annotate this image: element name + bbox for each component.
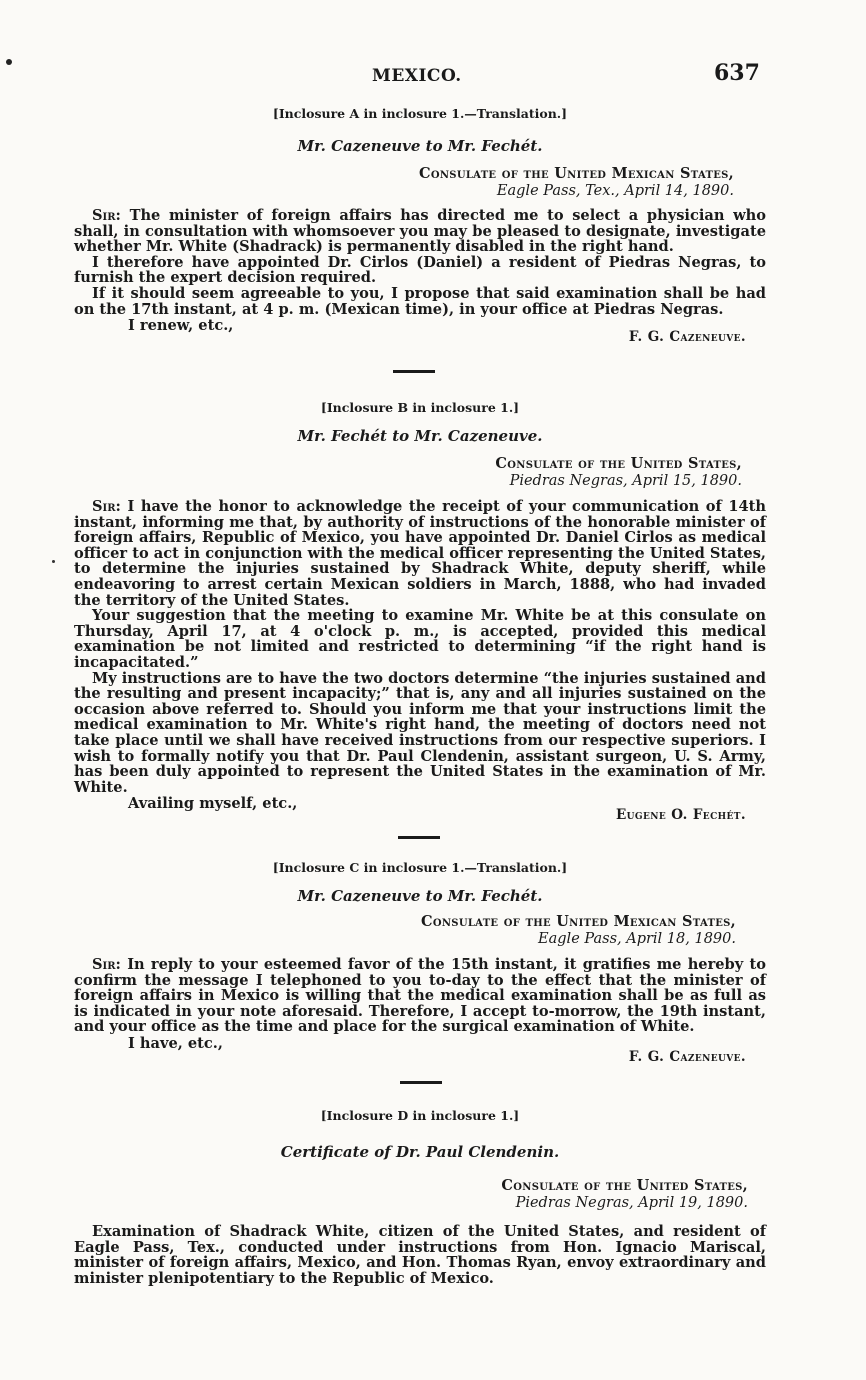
closing: I have, etc., [128,1034,223,1052]
paragraph: My instructions are to have the two doctors determine “the injuries sustained and the resulting and present incapacity;” that is, any and all injuries sustained on the occasion above referred to. Should you inform me that your instructions limit the medical examination to Mr. White's right hand, the meeting of doctors need not take place until we shall have received instructions from our respective superiors. I wish to formally notify you that Dr. Paul Clendenin, assistant surgeon, U. S. Army, has been duly appointed to represent the United States in the examination of Mr. White. [74,669,766,796]
place-line: Consulate of the United Mexican States, [421,913,736,930]
paragraph: Your suggestion that the meeting to examine Mr. White be at this consulate on Thursday, April 17, at 4 o'clock p. m., is accepted, provided this medical examination be not limited and restricted to determining “if the right hand is incapacitated.” [74,607,766,671]
paragraph: Sir: I have the honor to acknowledge the receipt of your communication of 14th instant, informing me that, by authority of instructions of the honorable minister of foreign affairs, Republic of Mexico, you have appointed Dr. Daniel Cirlos as medical officer to act in conjunction with the medical officer representing the United States, to determine the injuries sustained by Shadrack White, deputy sheriff, while endeavoring to arrest certain Mexican soldiers in March, 1888, who had invaded the territory of the United States. [74,498,766,609]
closing: Availing myself, etc., [128,795,298,813]
paragraph: Examination of Shadrack White, citizen of the United States, and resident of Eagle Pass, Tex., conducted under instructions from Hon. Ignacio Mariscal, minister of foreign affairs, Mexico, and Hon. Thomas Ryan, envoy extraordinary and minister plenipotentiary to the Republic of Mexico. [74,1223,766,1287]
running-head [0,62,866,92]
ink-speck [52,560,55,563]
date-line: Piedras Negras, April 19, 1890. [515,1195,748,1211]
inclosure-label: [Inclosure A in inclosure 1.—Translation.] [272,106,568,121]
date-line: Piedras Negras, April 15, 1890. [509,473,742,489]
paragraph: If it should seem agreeable to you, I propose that said examination shall be had on the 17th instant, at 4 p. m. (Mexican time), in your office at Piedras Negras. [74,284,766,318]
running-head-title: MEXICO. [372,66,462,86]
signature: Eugene O. Fechét. [615,807,746,824]
section-divider [398,836,440,839]
page-number: 637 [714,60,760,86]
paragraph: Sir: In reply to your esteemed favor of the 15th instant, it gratifies me hereby to confirm the message I telephoned to you to-day to the effect that the minister of foreign affairs in Mexico is willing that the medical examination shall be as full as is indicated in your note aforesaid. Therefore, I accept to-morrow, the 19th instant, and your office as the time and place for the surgical examination of White. [74,956,766,1036]
letter-heading: Certificate of Dr. Paul Clendenin. [280,1143,560,1161]
date-line: Eagle Pass, April 18, 1890. [538,931,736,947]
section-divider [393,370,435,373]
section-divider [400,1081,442,1084]
signature: F. G. Cazeneuve. [628,1048,746,1065]
letter-heading: Mr. Cazeneuve to Mr. Fechét. [297,137,543,155]
place-line: Consulate of the United Mexican States, [419,165,734,182]
inclosure-label: [Inclosure D in inclosure 1.] [320,1108,520,1123]
letter-a [74,106,766,345]
inclosure-label: [Inclosure B in inclosure 1.] [320,400,520,415]
inclosure-label: [Inclosure C in inclosure 1.—Translation.] [272,860,568,875]
letter-b [74,400,766,823]
letter-c [74,860,766,1065]
letter-heading: Mr. Cazeneuve to Mr. Fechét. [297,887,543,905]
closing: I renew, etc., [128,317,234,335]
paragraph: Sir: The minister of foreign affairs has directed me to select a physician who shall, in consultation with whomsoever you may be pleased to designate, investigate whether Mr. White (Shadrack) is permanently disabled in the right hand. [74,207,766,256]
paragraph: I therefore have appointed Dr. Cirlos (Daniel) a resident of Piedras Negras, to furnish the expert decision required. [74,253,766,287]
letter-heading: Mr. Fechét to Mr. Cazeneuve. [297,427,543,445]
place-line: Consulate of the United States, [501,1177,748,1194]
place-line: Consulate of the United States, [495,455,742,472]
signature: F. G. Cazeneuve. [628,329,746,346]
letter-d [74,1108,766,1286]
date-line: Eagle Pass, Tex., April 14, 1890. [496,183,734,199]
